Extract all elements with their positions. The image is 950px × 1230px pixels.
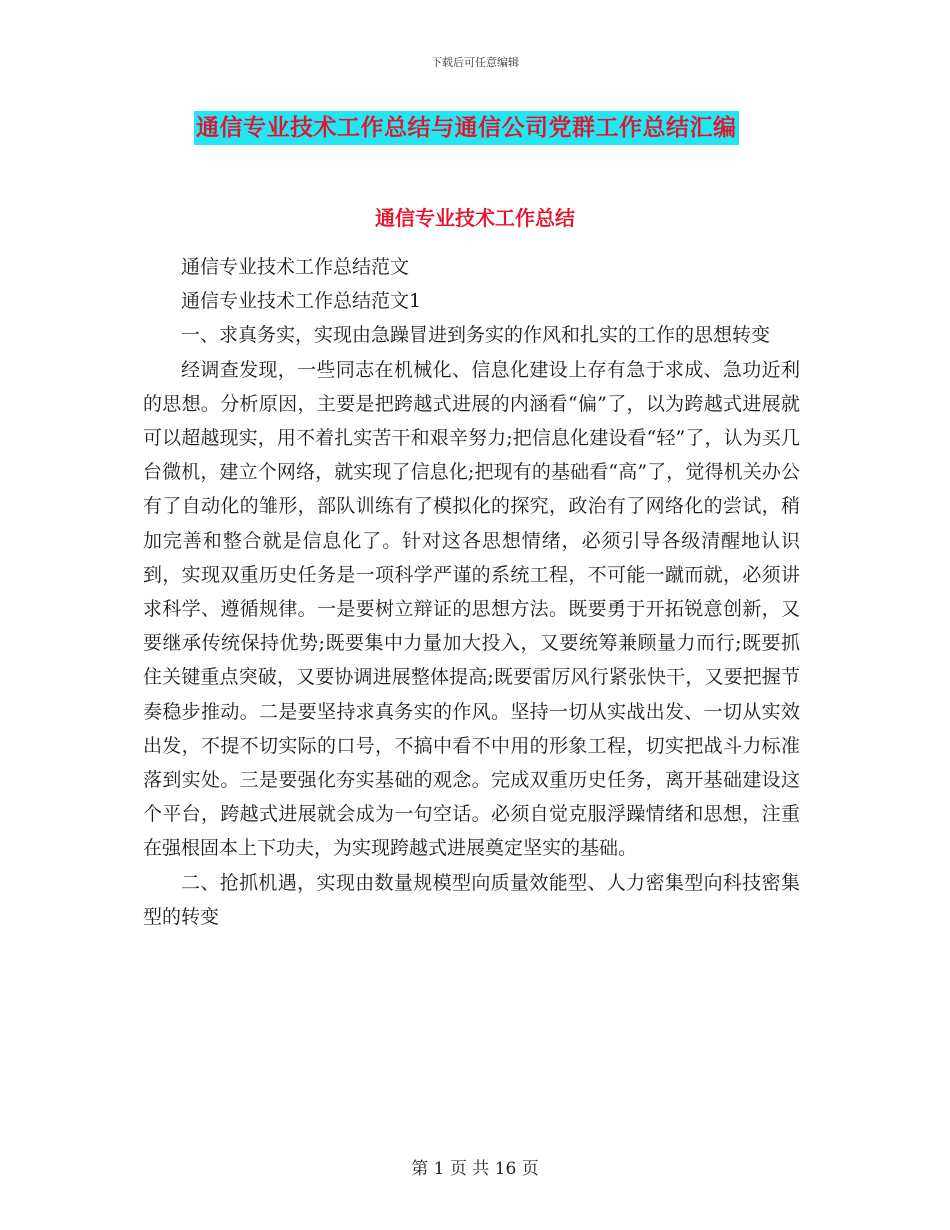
paragraph: 一、求真务实，实现由急躁冒进到务实的作风和扎实的工作的思想转变: [181, 324, 771, 347]
header-note: 下载后可任意编辑: [431, 56, 519, 69]
document-main-title: 通信专业技术工作总结与通信公司党群工作总结汇编: [194, 111, 739, 145]
paragraph: 经调查发现，一些同志在机械化、信息化建设上存有急于求成、急功近利的思想。分析原因，主要是把跨越式进展的内涵看“偏”了，以为跨越式进展就可以超越现实，用不着扎实苦干和艰辛努力;把信息化建设看“轻”了，认为买几台微机，建立个网络，就实现了信息化;把现有的基础看“高”了，觉得机关办公有了自动化的雏形，部队训练有了模拟化的探究，政治有了网络化的尝试，稍加完善和整合就是信息化了。针对这各思想情绪，必须引导各级清醒地认识到，实现双重历史任务是一项科学严谨的系统工程，不可能一蹴而就，必须讲求科学、遵循规律。一是要树立辩证的思想方法。既要勇于开拓锐意创新，又要继承传统保持优势;既要集中力量加大投入，又要统筹兼顾量力而行;既要抓住关键重点突破，又要协调进展整体提高;既要雷厉风行紧张快干，又要把握节奏稳步推动。二是要坚持求真务实的作风。坚持一切从实战出发、一切从实效出发，不提不切实际的口号，不搞中看不中用的形象工程，切实把战斗力标准落到实处。三是要强化夯实基础的观念。完成双重历史任务，离开基础建设这个平台，跨越式进展就会成为一句空话。必须自觉克服浮躁情绪和思想，注重在强根固本上下功夫，为实现跨越式进展奠定坚实的基础。: [143, 358, 800, 860]
document-body: [143, 250, 800, 934]
paragraph: 通信专业技术工作总结范文1: [181, 290, 422, 313]
section-title: 通信专业技术工作总结: [375, 206, 575, 230]
paragraph: 二、抢抓机遇，实现由数量规模型向质量效能型、人力密集型向科技密集型的转变: [143, 871, 800, 928]
page-number-footer: 第 1 页 共 16 页: [411, 1159, 539, 1179]
paragraph: 通信专业技术工作总结范文: [181, 256, 410, 278]
